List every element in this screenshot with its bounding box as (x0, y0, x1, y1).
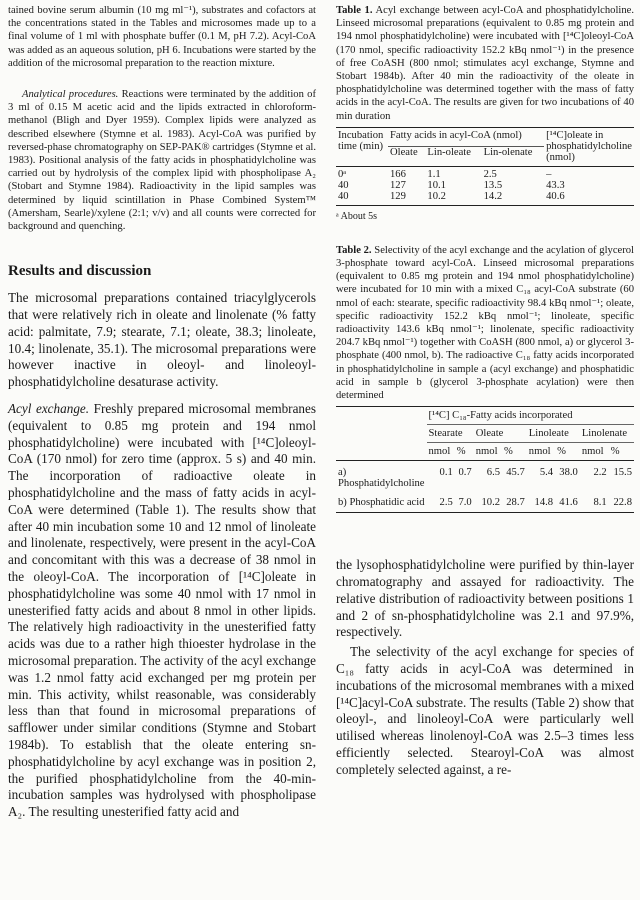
table2-group-rule (427, 424, 635, 425)
table2-unit: % (557, 446, 566, 458)
acyl-exchange-label: Acyl exchange. (8, 401, 90, 417)
table-row (336, 467, 634, 497)
table1-mid-rule (336, 166, 634, 167)
table1-cell: 40 (338, 190, 349, 202)
acyl-exchange-paragraph (8, 401, 316, 821)
table2-cell: 6.5 (486, 467, 501, 479)
table1-cell: 2.5 (483, 168, 497, 180)
table2-acid-header: Linolenate (581, 428, 628, 440)
table2-acid-header: Linoleate (528, 428, 569, 440)
table2-acid-header: Stearate (428, 428, 463, 440)
table2 (336, 410, 634, 508)
acyl-exchange-text: Freshly prepared microsomal membranes (equivalent to 0.85 mg protein and 194 nmol phosphatidylcholine) were incubated with [¹⁴C]oleoyl-CoA (170 nmol) for zero time (approx. 5 s) and 40 min. The incorporation of radioactive oleate in phosphatidylcholine and the mass of fatty acids in acyl-CoA were determined (Table 1). The results show that after 40 min incubation some 10 and 12 nmol of linoleate and linolenate, respectively, were present in the acyl-CoA and concomitant with this was a decrease of 38 nmol in the oleoyl-CoA. The incorporation of [¹⁴C]oleate in phosphatidylcholine was some 40 nmol with 17 nmol in unesterified fatty acids and about 8 nmol in other lipids. The relatively high radioactivity in the unesterified fatty acids was due to a rather high thioester hydrolase in the microsomal preparation. The activity of the acyl exchange was 1.2 nmol fatty acid exchanged per mg protein per min. This activity, whilst reasonable, was considerably less than that found in microsomal preparations of safflower under similar conditions (Stymne and Stobart 1984b). To establish that the oleate entering sn-phosphatidylcholine by acyl exchange was in position 2, the purified phosphatidylcholine from the 40-min-incubation samples was hydrolysed with phospholipase A₂. The resulting unesterified fatty acid and (8, 401, 316, 820)
table1-cell: 1.1 (427, 168, 441, 180)
table2-caption-label: Table 2. (336, 244, 372, 256)
table2-cell: 14.8 (534, 497, 554, 509)
table2-unit: nmol (428, 446, 451, 458)
table1-footnote: ᵃ About 5s (336, 210, 378, 222)
table2-cell: 0.7 (458, 467, 472, 479)
table1-col-pc: [¹⁴C]oleate in phosphatidylcholine (nmol) (546, 129, 633, 163)
table2-acid-header: Oleate (475, 428, 504, 440)
table1-cell: – (546, 168, 552, 180)
table2-cell: 2.5 (439, 497, 453, 509)
table2-cell: 0.1 (439, 467, 453, 479)
table1-cell: 129 (390, 190, 406, 202)
table2-cell: 45.7 (506, 467, 525, 479)
table2-unit: % (610, 446, 620, 458)
table2-cell: 38.0 (559, 467, 578, 479)
table1 (336, 130, 634, 202)
table1-col-group: Fatty acids in acyl-CoA (nmol) (388, 130, 544, 147)
table1-top-rule (336, 127, 634, 128)
table1-cell: 10.2 (427, 190, 446, 202)
table-row (336, 497, 634, 508)
table1-caption-text: Acyl exchange between acyl-CoA and phosphatidylcholine. Linseed microsomal preparations (equivalent to 0.85 mg protein and 194 nmol phosphatidylcholine) were incubated with [¹⁴C]oleoyl-CoA (170 nmol, specific radioactivity 152.2 kBq nmol⁻¹) in the presence of free CoASH (800 nmol; stimulates acyl exchange, Stymne and Stobart 1984b). After 40 min the radioactivity of the oleate in phosphatidylcholine was determined together with the mass of fatty acids in the acyl-CoA. The results are given for two incubations of 40 min duration (336, 5, 634, 122)
table2-row-label: b) Phosphatidic acid (338, 497, 425, 509)
table1-cell: 40 (338, 179, 349, 191)
table-row (336, 191, 634, 202)
selectivity-paragraph: The selectivity of the acyl exchange for species of C₁₈ fatty acids in acyl-CoA was determined in incubations of the microsomal membranes with a mixed [¹⁴C]acyl-CoA substrate. The results (Table 2) show that oleoyl-, and linoleoyl-CoA were particularly well utilised whereas linolenoyl-CoA was 2.5–3 times less efficiently selected. Stearoyl-CoA was almost completely selected against, a re- (336, 644, 634, 777)
table1-cell: 13.5 (483, 179, 503, 191)
table2-cell: 2.2 (593, 467, 607, 479)
table1-cell: 14.2 (483, 190, 503, 202)
analytical-procedures-label: Analytical procedures. (22, 89, 119, 101)
table2-mid-rule (336, 460, 634, 461)
table2-cell: 22.8 (613, 497, 632, 509)
table2-cell: 41.6 (559, 497, 578, 509)
table1-col-time: Incubation time (min) (338, 129, 384, 152)
table2-unit: nmol (528, 446, 551, 458)
table-row (336, 169, 634, 180)
table1-caption-label: Table 1. (336, 5, 373, 16)
table1-cell: 40.6 (546, 190, 565, 202)
table1-bottom-rule (336, 205, 634, 206)
table1-caption (336, 4, 634, 123)
right-column (336, 0, 634, 779)
left-column (8, 0, 316, 821)
table1-col-linoleate: Lin-oleate (427, 146, 471, 158)
table2-row-label: a) Phosphatidylcholine (338, 467, 425, 490)
table2-caption (336, 244, 634, 402)
table2-top-rule (336, 406, 634, 407)
analytical-procedures-text: Reactions were terminated by the addition of 3 ml of 0.15 M acetic acid and the lipids extracted in chloroform-methanol (Bligh and Dyer 1959). Complex lipids were analyzed as described elsewhere (Stymne et al. 1983). Acyl-CoA was purified by reversed-phase chromatography on SEP-PAK® cartridges (Stymne et al. 1983). Positional analysis of the fatty acids in phosphatidylcholine was carried out by hydrolysis of the complex lipid with phospholipase A₂ (Stobart and Stymne 1984). Radioactivity in the lipid samples was determined by liquid scintillation in Phase Combined System™ (Amersham, Searle)/xylene (2:1; v/v) and all counts were corrected for background and quenching. (8, 89, 316, 233)
table1-col-oleate: Oleate (390, 146, 418, 158)
table2-cell: 28.7 (506, 497, 525, 509)
table2-cell: 8.1 (593, 497, 607, 509)
results-heading: Results and discussion (8, 263, 152, 280)
positional-analysis-paragraph: the lysophosphatidylcholine were purified by thin-layer chromatography and assayed for radioactivity. The relative distribution of radioactivity between positions 1 and 2 of sn-phosphatidylcholine was 2.1 and 97.9%, respectively. (336, 557, 634, 640)
table2-unit: % (504, 446, 513, 458)
table1-cell: 10.1 (427, 179, 446, 191)
table1-cell: 127 (390, 179, 406, 191)
methods-paragraph: tained bovine serum albumin (10 mg ml⁻¹), substrates and cofactors at the concentrations stated in the Tables and microsomes made up to a final volume of 1 ml with phosphate buffer (0.1 M, pH 7.2). Acyl-CoA was added as an aqueous solution, pH 6. Incubations were started by the addition of the microsomal preparation to the reaction mixture. (8, 5, 316, 69)
table1-cell: 166 (390, 168, 406, 180)
table1-cell: 0ᵃ (338, 168, 347, 180)
analytical-procedures-paragraph (8, 88, 316, 233)
table2-unit: % (456, 446, 466, 458)
results-paragraph: The microsomal preparations contained triacylglycerols that were relatively rich in oleate and linolenate (% fatty acid: palmitate, 7.9; stearate, 7.1; oleate, 38.3; linoleate, 10.4; linolenate, 35.1). The microsomal preparations were however inactive in oleoyl- and linoleoyl-phosphatidylcholine desaturase activity. (8, 290, 316, 390)
table2-cell: 10.2 (481, 497, 501, 509)
table-row (336, 180, 634, 191)
table2-acid-rule (427, 442, 635, 443)
table2-cell: 7.0 (458, 497, 472, 509)
table2-cell: 15.5 (613, 467, 632, 479)
table2-cell: 5.4 (539, 467, 554, 479)
table2-caption-text: Selectivity of the acyl exchange and the acylation of glycerol 3-phosphate toward acyl-CoA. Linseed microsomal preparations (equivalent to 0.85 mg protein and 194 nmol phosphatidylcholine) were incubated for 10 min with a mixed C₁₈ acyl-CoA substrate (60 nmol of each: stearate, specific radioactivity 98.4 kBq nmol⁻¹; oleate, specific radioactivity 152.2 kBq nmol⁻¹; linoleate, specific radioactivity 143.6 kBq nmol⁻¹; linolenate, specific radioactivity 204.7 kBq nmol⁻¹) together with CoASH (800 nmol, a) or glycerol 3-phosphate (400 nmol, b). The radioactive C₁₈ fatty acids incorporated in phosphatidylcholine in sample a (acyl exchange) and phosphatidic acid in sample b (glycerol 3-phosphate acylation) were then determined (336, 244, 634, 402)
table2-bottom-rule (336, 512, 634, 513)
table1-cell: 43.3 (546, 179, 565, 191)
table1-col-linolenate: Lin-olenate (483, 146, 533, 158)
table2-unit: nmol (475, 446, 498, 458)
table2-group-header: [¹⁴C] C₁₈-Fatty acids incorporated (428, 410, 573, 422)
table2-unit: nmol (581, 446, 604, 458)
